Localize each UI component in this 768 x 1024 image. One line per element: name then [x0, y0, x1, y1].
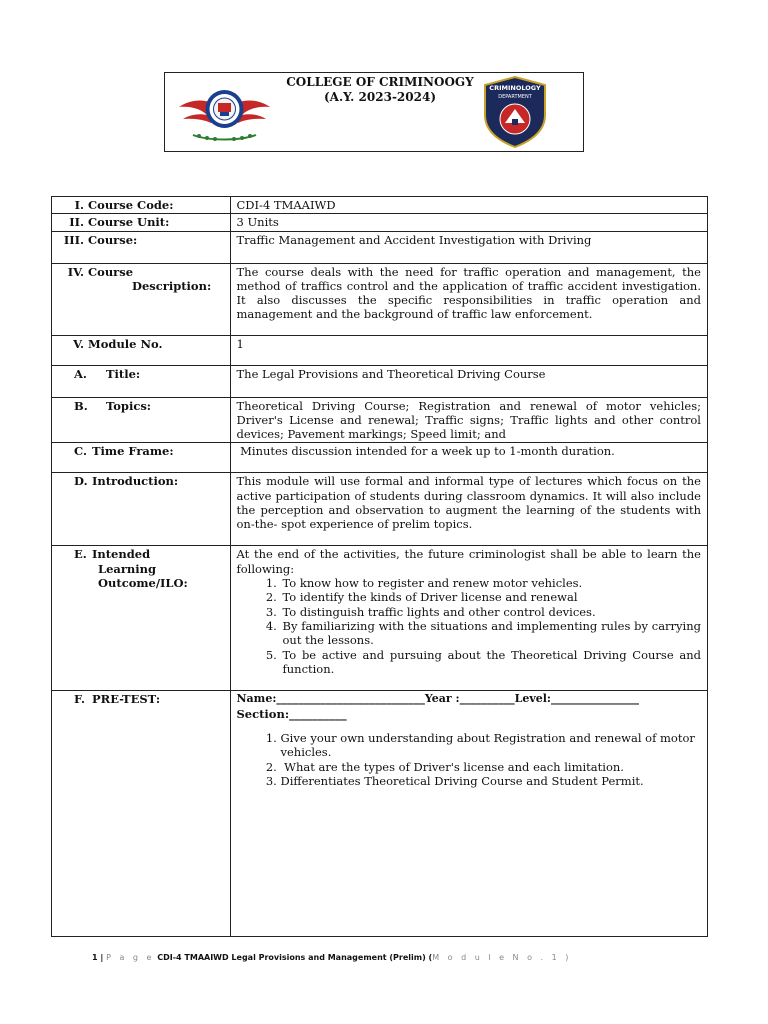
college-title — [285, 75, 475, 105]
row-number: IV. — [67, 264, 84, 279]
header-box — [164, 72, 584, 152]
course-description-value: The course deals with the need for traffic operation and management, the method of traffics control and the application of traffic accident investigation. It also discusses the specific responsibilities in traffic operation and management and the background of traffic law enforcement. — [230, 263, 708, 335]
section-line: Section:__________ — [236, 706, 347, 721]
module-no-value: 1 — [230, 335, 708, 365]
row-course-code — [52, 197, 708, 214]
row-module-no — [52, 335, 708, 365]
row-letter: B. — [74, 398, 88, 413]
time-frame-label: Time Frame: — [92, 444, 174, 459]
footer-module: M o d u l e N o . 1 ) — [432, 953, 572, 962]
row-pre-test — [52, 691, 708, 937]
introduction-label: Introduction: — [92, 474, 179, 489]
topics-value: Theoretical Driving Course; Registration and renewal of motor vehicles; Driver's License and renewal; Traffic signs; Traffic lights and other control devices; Pavement markings; Speed limit; and — [230, 397, 708, 443]
ilo-label-1: Intended — [92, 547, 151, 562]
row-letter: F. — [74, 692, 86, 707]
row-introduction — [52, 473, 708, 546]
name-year-level-line: Name:___________________________Year :__________Level:________________ — [236, 692, 639, 706]
row-intended-learning-outcome — [52, 546, 708, 691]
row-letter: D. — [74, 474, 88, 489]
module-no-label: Module No. — [88, 336, 163, 351]
course-description-label-2: Description: — [132, 278, 212, 293]
list-item: 5. To be active and pursuing about the Theoretical Driving Course and function. — [281, 648, 702, 677]
badge-top-text: CRIMINOLOGY — [489, 84, 541, 92]
list-item: 3. Differentiates Theoretical Driving Course and Student Permit. — [281, 774, 702, 788]
row-number: I. — [74, 198, 84, 212]
topics-label: Topics: — [106, 398, 152, 413]
course-code-value: CDI-4 TMAAIWD — [230, 197, 708, 214]
college-seal-logo — [177, 79, 272, 147]
course-description-label: Course — [88, 264, 134, 279]
course-label: Course: — [88, 232, 138, 247]
ilo-list — [237, 576, 702, 676]
list-item: 1. Give your own understanding about Registration and renewal of motor vehicles. — [281, 731, 702, 760]
row-letter: C. — [74, 444, 87, 459]
row-course-unit — [52, 214, 708, 231]
title-value: The Legal Provisions and Theoretical Driving Course — [230, 365, 708, 397]
page-footer — [92, 953, 571, 962]
course-info-table — [51, 196, 708, 937]
ilo-intro: At the end of the activities, the future criminologist shall be able to learn the following: — [236, 547, 701, 576]
college-name: COLLEGE OF CRIMINOOGY — [286, 75, 474, 89]
pre-test-value — [230, 691, 708, 937]
course-unit-label: Course Unit: — [88, 215, 170, 230]
row-number: II. — [69, 215, 84, 230]
row-letter: A. — [74, 366, 87, 381]
row-course-description — [52, 263, 708, 335]
page-word: P a g e — [106, 953, 155, 962]
list-item: 2. What are the types of Driver's license and each limitation. — [281, 760, 702, 774]
academic-year: (A.Y. 2023-2024) — [324, 90, 436, 104]
time-frame-value: Minutes discussion intended for a week up to 1-month duration. — [230, 443, 708, 473]
list-item: 3. To distinguish traffic lights and other control devices. — [281, 605, 702, 619]
course-unit-value: 3 Units — [230, 214, 708, 231]
ilo-value — [230, 546, 708, 691]
row-number: III. — [63, 232, 84, 247]
row-course — [52, 231, 708, 263]
criminology-department-badge — [481, 75, 549, 149]
course-code-label: Course Code: — [88, 198, 174, 212]
list-item: 1. To know how to register and renew motor vehicles. — [281, 576, 702, 590]
pre-test-questions — [237, 731, 702, 788]
row-letter: E. — [74, 547, 87, 562]
badge-bottom-text: DEPARTMENT — [498, 94, 532, 100]
row-number: V. — [73, 336, 84, 351]
pre-test-label: PRE-TEST: — [92, 692, 161, 707]
course-value: Traffic Management and Accident Investigation with Driving — [230, 231, 708, 263]
row-time-frame — [52, 443, 708, 473]
list-item: 2. To identify the kinds of Driver license and renewal — [281, 590, 702, 604]
title-label: Title: — [106, 366, 141, 381]
row-title — [52, 365, 708, 397]
page-number: 1 | — [92, 953, 104, 962]
ilo-label-3: Outcome/ILO: — [98, 576, 188, 591]
list-item: 4. By familiarizing with the situations and implementing rules by carrying out the lessons. — [281, 619, 702, 648]
introduction-value: This module will use formal and informal type of lectures which focus on the active participation of students during classroom dynamics. It will also include the perception and observation to augment the learning of the students with on-the- spot experience of prelim topics. — [230, 473, 708, 546]
footer-text: CDI-4 TMAAIWD Legal Provisions and Management (Prelim) ( — [157, 953, 433, 962]
row-topics — [52, 397, 708, 443]
ilo-label-2: Learning — [98, 561, 157, 576]
